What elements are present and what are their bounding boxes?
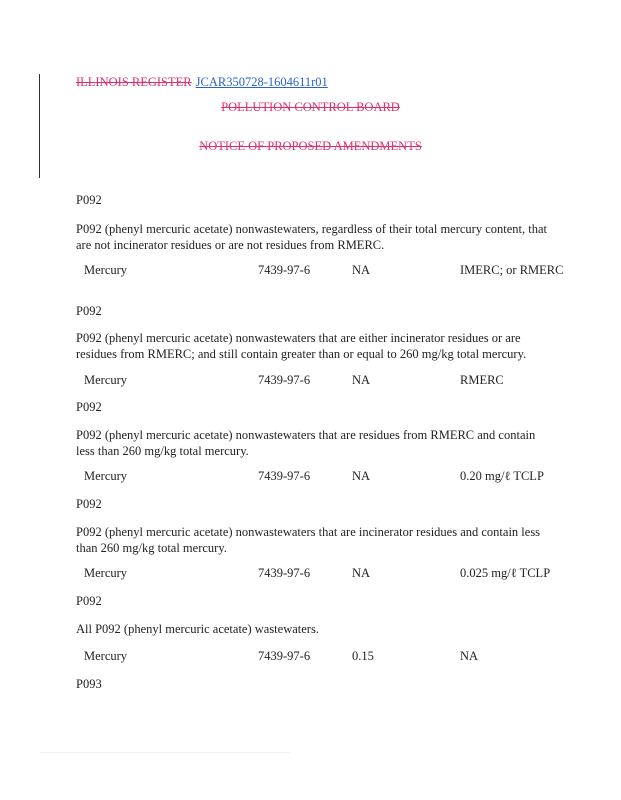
waste-description: P092 (phenyl mercuric acetate) nonwastewaters that are either incinerator residues or are residues from RMERC; and still contain greater than or equal to 260 mg/kg total mercury.	[76, 331, 527, 361]
cas-number-cell: 7439-97-6	[258, 649, 311, 663]
waste-code: P092	[76, 304, 102, 318]
cas-number-cell: 7439-97-6	[258, 263, 311, 277]
nonwastewater-standard-cell: NA	[460, 649, 479, 663]
revision-change-bar	[39, 74, 40, 178]
constituent-cell: Mercury	[84, 263, 128, 277]
wastewater-standard-cell: 0.15	[352, 649, 374, 663]
constituent-cell: Mercury	[84, 469, 128, 483]
constituent-cell: Mercury	[84, 373, 128, 387]
cas-number-cell: 7439-97-6	[258, 566, 311, 580]
register-header	[76, 75, 328, 90]
waste-code: P093	[76, 677, 102, 691]
waste-code: P092	[76, 594, 102, 608]
wastewater-standard-cell: NA	[352, 469, 371, 483]
nonwastewater-standard-cell: 0.025 mg/ℓ TCLP	[460, 566, 551, 580]
wastewater-standard-cell: NA	[352, 263, 371, 277]
register-inserted-text: JCAR350728-1604611r01	[195, 75, 328, 89]
divider	[40, 752, 290, 753]
nonwastewater-standard-cell: IMERC; or RMERC	[460, 263, 564, 277]
waste-description: All P092 (phenyl mercuric acetate) wastewaters.	[76, 622, 319, 636]
board-title: POLLUTION CONTROL BOARD	[221, 100, 400, 114]
waste-description: P092 (phenyl mercuric acetate) nonwastewaters that are incinerator residues and contain less than 260 mg/kg total mercury.	[76, 525, 541, 555]
register-deleted-text: ILLINOIS REGISTER	[76, 75, 192, 89]
wastewater-standard-cell: NA	[352, 566, 371, 580]
waste-description: P092 (phenyl mercuric acetate) nonwastewaters that are residues from RMERC and contain less than 260 mg/kg total mercury.	[76, 428, 536, 458]
cas-number-cell: 7439-97-6	[258, 469, 311, 483]
waste-code: P092	[76, 193, 102, 207]
notice-title: NOTICE OF PROPOSED AMENDMENTS	[199, 139, 422, 153]
waste-code: P092	[76, 400, 102, 414]
constituent-cell: Mercury	[84, 649, 128, 663]
waste-code: P092	[76, 497, 102, 511]
waste-description: P092 (phenyl mercuric acetate) nonwastewaters, regardless of their total mercury content, that are not incinerator residues or are not residues from RMERC.	[76, 222, 547, 252]
nonwastewater-standard-cell: 0.20 mg/ℓ TCLP	[460, 469, 544, 483]
nonwastewater-standard-cell: RMERC	[460, 373, 504, 387]
cas-number-cell: 7439-97-6	[258, 373, 311, 387]
wastewater-standard-cell: NA	[352, 373, 371, 387]
constituent-cell: Mercury	[84, 566, 128, 580]
